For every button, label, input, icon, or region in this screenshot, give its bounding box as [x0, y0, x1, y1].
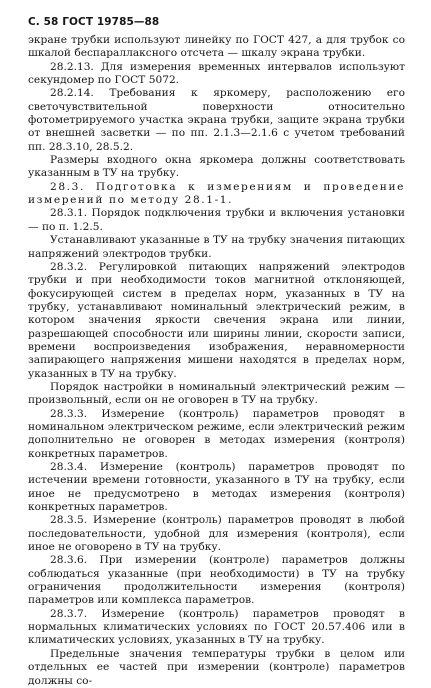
paragraph: экране трубки используют линейку по ГОСТ 427, а для трубок со шкалой беспараллаксного отсчета — шкалу экрана трубки. [28, 34, 405, 60]
paragraph: 28.3.3. Измерение (контроль) параметров проводят в номинальном электрическом режиме, если электрический режим дополнительно не оговорен в методах измерения (контроля) конкретных параметров. [28, 407, 405, 460]
paragraph: Предельные значения температуры трубки в целом или отдельных ее частей при измерении (контроле) параметров должны со- [28, 647, 405, 687]
paragraph: 28.2.14. Требования к яркомеру, расположению его светочувствительной поверхности относительно фотометрируемого участка экрана трубки, защите экрана трубки от внешней засветки — по пп. 2.1.3—2.1.6 с учетом требований пп. 28.3.10, 28.5.2. [28, 87, 405, 153]
page-header: С. 58 ГОСТ 19785—88 [28, 16, 160, 28]
paragraph: Порядок настройки в номинальный электрический режим — произвольный, если он не оговорен в ТУ на трубку. [28, 380, 405, 407]
document-body [28, 34, 405, 688]
paragraph: 28.3.6. При измерении (контроле) параметров должны соблюдаться указанные (при необходимости) в ТУ на трубку ограничения продолжительности измерения (контроля) параметров или комплекса параметров. [28, 554, 405, 607]
paragraph: Устанавливают указанные в ТУ на трубку значения питающих напряжений электродов трубки. [28, 234, 405, 260]
paragraph: 28.3.1. Порядок подключения трубки и включения установки— по п. 1.2.5. [28, 207, 405, 233]
paragraph: 28.3. Подготовка к измерениям и проведение измерений по методу 28.1-1. [28, 180, 405, 207]
paragraph: 28.3.4. Измерение (контроль) параметров проводят по истечении времени готовности, указанного в ТУ на трубку, если иное не предусмотрено в методах измерения (контроля) конкретных параметров. [28, 461, 405, 514]
paragraph: 28.3.2. Регулировкой питающих напряжений электродов трубки и при необходимости токов магнитной отклоняющей, фокусирующей систем в пределах норм, указанных в ТУ на трубку, устанавливают номинальный электрический режим, в котором значения яркости свечения экрана или линии, разрешающей способности или ширины линии, скорости записи, времени воспроизведения изображения, неравномерности запирающего напряжения мишени находятся в пределах норм, указанных в ТУ на трубку. [28, 260, 405, 380]
paragraph: 28.3.7. Измерение (контроль) параметров проводят в нормальных климатических условиях по ГОСТ 20.57.406 или в климатических условиях, указанных в ТУ на трубку. [28, 607, 405, 647]
paragraph: 28.3.5. Измерение (контроль) параметров проводят в любой последовательности, удобной для измерения (контроля), если иное не оговорено в ТУ на трубку. [28, 514, 405, 554]
paragraph: 28.2.13. Для измерения временных интервалов используют секундомер по ГОСТ 5072. [28, 60, 405, 87]
paragraph: Размеры входного окна яркомера должны соответствовать указанным в ТУ на трубку. [28, 154, 405, 180]
